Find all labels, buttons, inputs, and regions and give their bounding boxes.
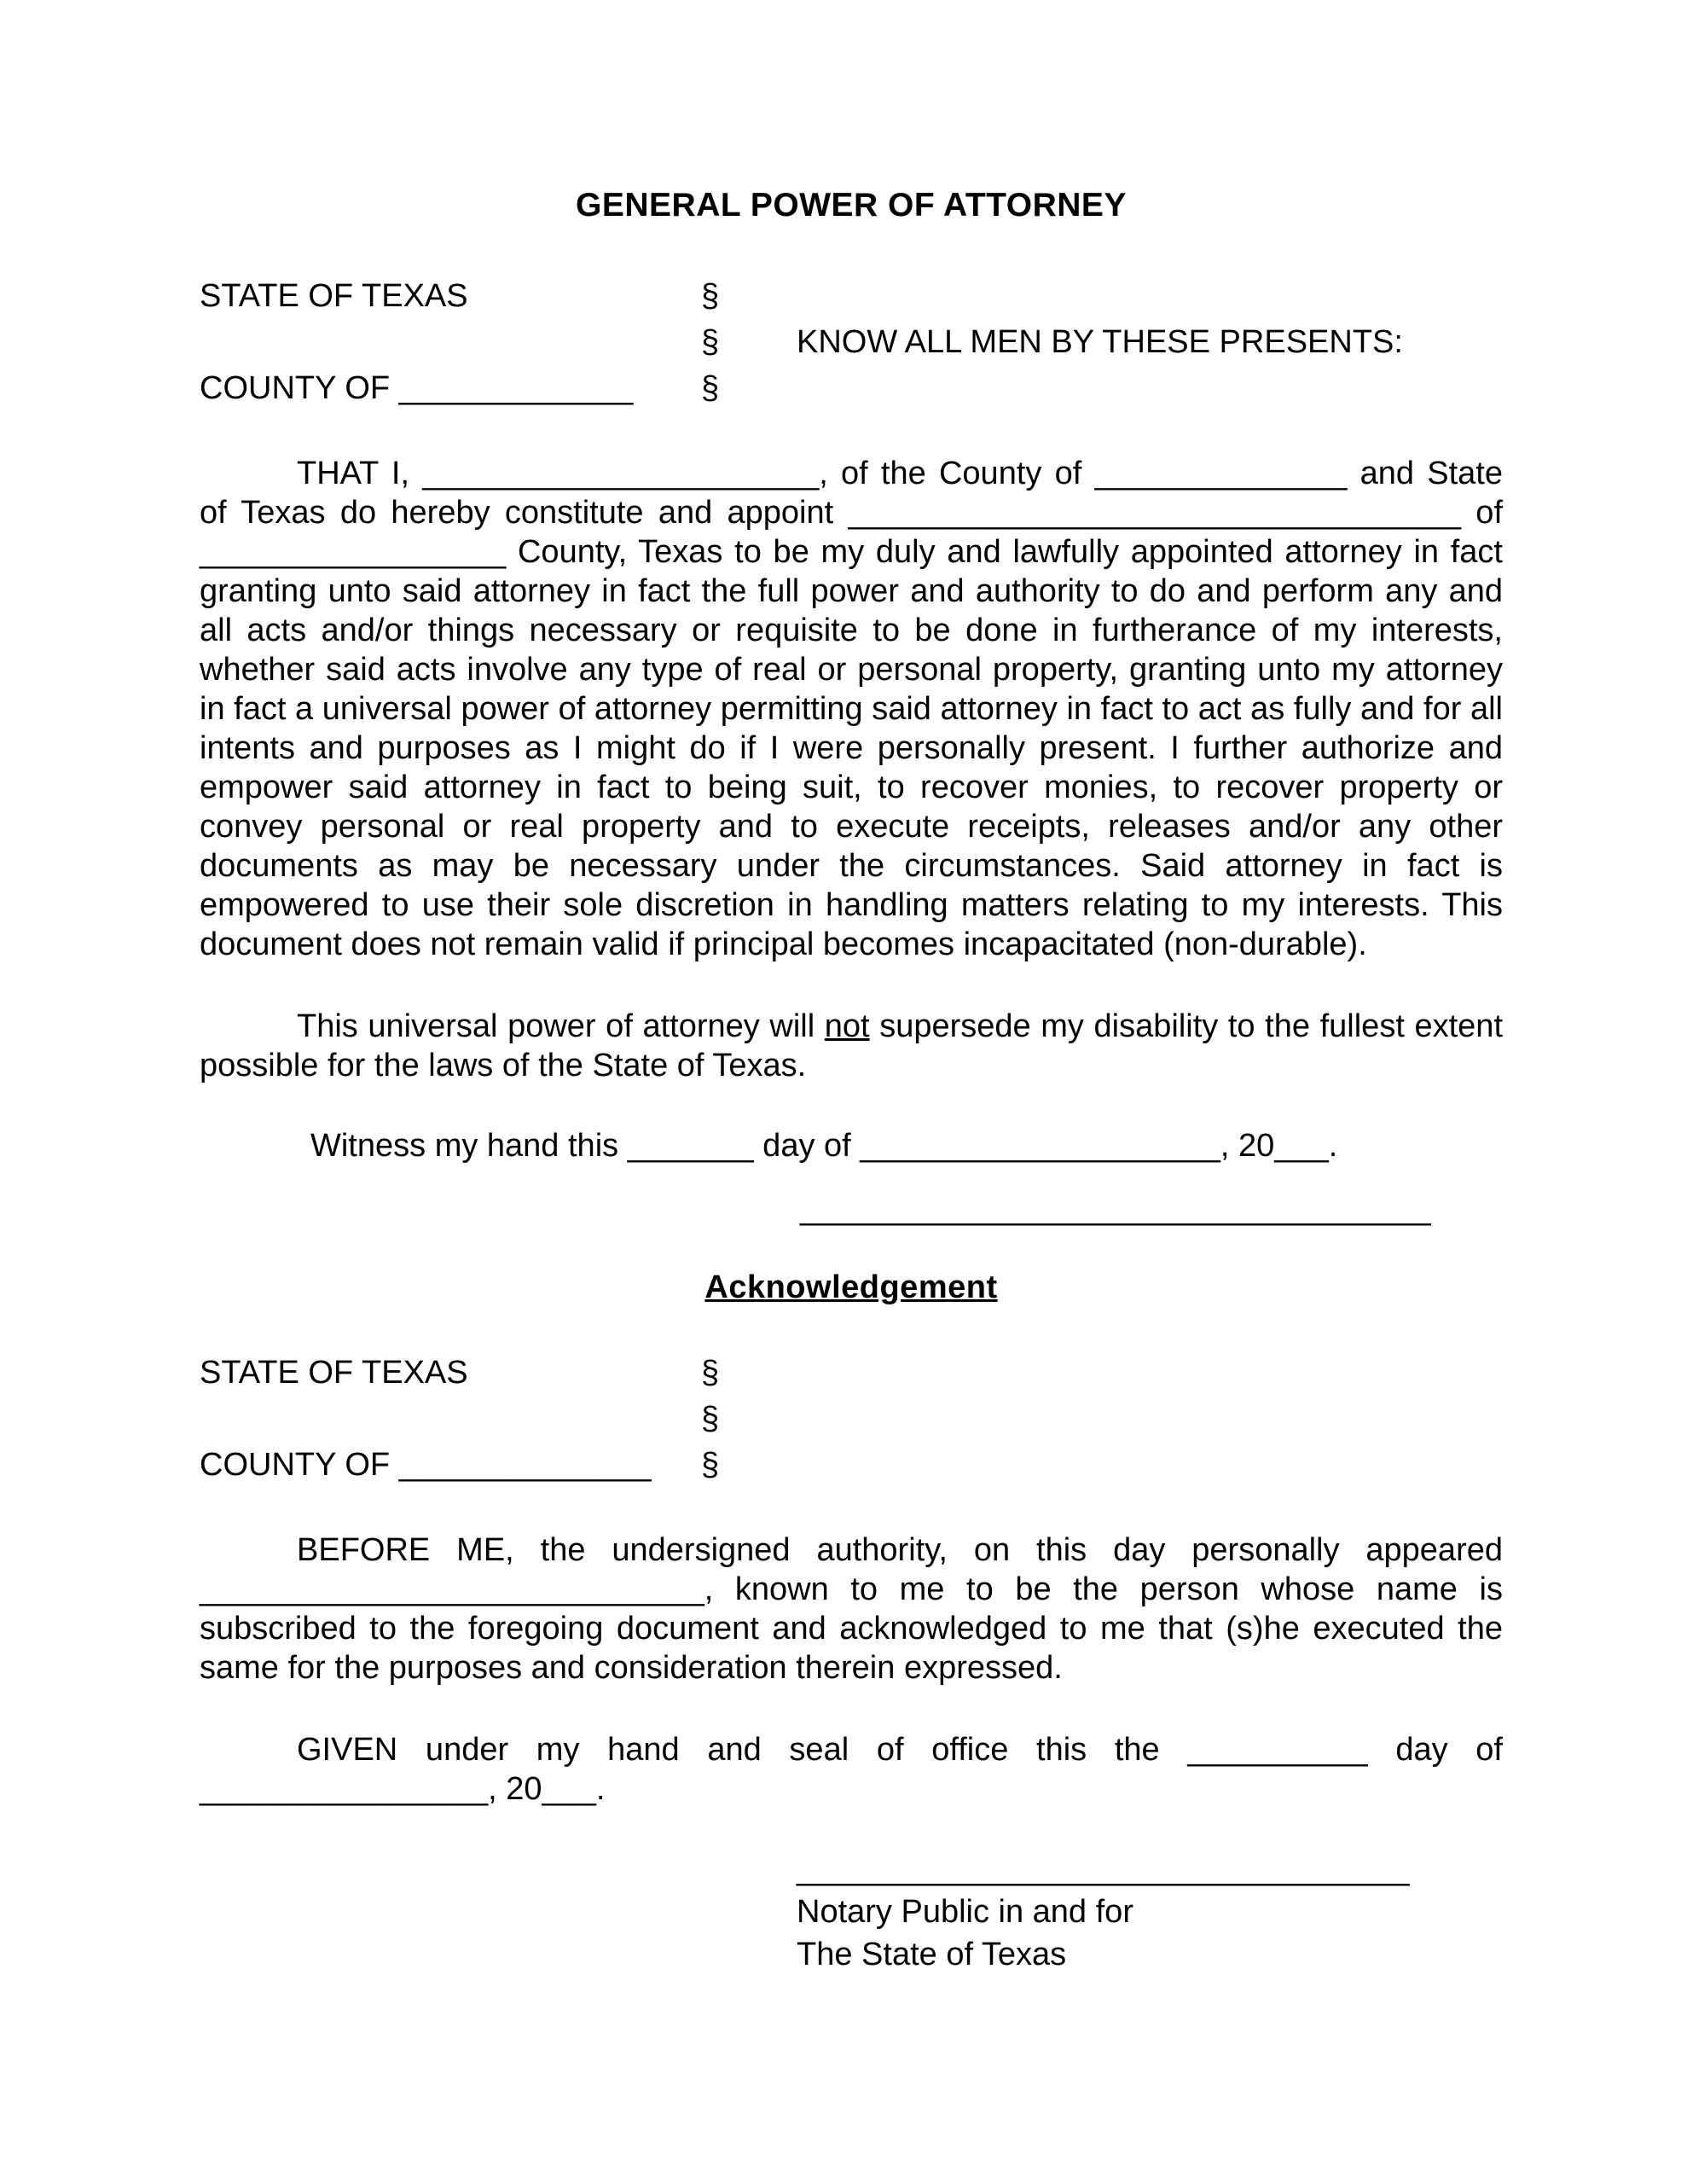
non-durable-emphasis: not (824, 1008, 870, 1044)
opening-venue-block (200, 273, 1503, 411)
non-durable-pre: This universal power of attorney will (297, 1008, 825, 1044)
document-title: GENERAL POWER OF ATTORNEY (576, 187, 1127, 224)
venue-row-state (200, 273, 1503, 319)
given-paragraph: GIVEN under my hand and seal of office this the __________ day of ________________, 20___. (200, 1732, 1503, 1807)
venue-row-county (200, 365, 1503, 411)
section-symbol: § (701, 1355, 720, 1391)
non-durable-paragraph (200, 1007, 1503, 1085)
notary-title-line-2: The State of Texas (797, 1937, 1067, 1972)
state-label: STATE OF TEXAS (200, 278, 468, 314)
venue-row-middle (200, 1396, 1503, 1442)
acknowledgement-venue-block (200, 1350, 1503, 1488)
section-symbol: § (701, 324, 720, 360)
presents-clause: KNOW ALL MEN BY THESE PRESENTS: (797, 324, 1403, 360)
acknowledgement-heading: Acknowledgement (704, 1269, 998, 1305)
witness-line: Witness my hand this _______ day of ____________________, 20___. (310, 1128, 1338, 1164)
grant-paragraph: THAT I, ______________________, of the County of ______________ and State of Texas do hereby constitute and appoint __________________________________ of _________________ County, Texas to be my duly and lawfully appointed attorney in fact granting unto said attorney in fact the full power and authority to do and perform any and all acts and/or things necessary or requisite to be done in furtherance of my interests, whether said acts involve any type of real or personal property, granting unto my attorney in fact a universal power of attorney permitting said attorney in fact to act as fully and for all intents and purposes as I might do if I were personally present. I further authorize and empower said attorney in fact to being suit, to recover monies, to recover property or convey personal or real property and to execute receipts, releases and/or any other documents as may be necessary under the circumstances. Said attorney in fact is empowered to use their sole discretion in handling matters relating to my interests. This document does not remain valid if principal becomes incapacitated (non-durable). (200, 456, 1503, 962)
venue-row-state (200, 1350, 1503, 1396)
notary-signature-line: __________________________________ (797, 1851, 1410, 1887)
state-label: STATE OF TEXAS (200, 1355, 468, 1391)
before-me-paragraph: BEFORE ME, the undersigned authority, on this day personally appeared ____________________________, known to me to be the person whose name is subscribed to the foregoing document and acknowledged to me that (s)he executed the same for the purposes and consideration therein expressed. (200, 1532, 1503, 1686)
section-symbol: § (701, 1447, 720, 1483)
principal-signature-line: ___________________________________ (800, 1191, 1431, 1227)
county-label-with-blank: COUNTY OF ______________ (200, 1447, 652, 1483)
county-label-with-blank: COUNTY OF _____________ (200, 370, 634, 406)
section-symbol: § (701, 370, 720, 406)
section-symbol: § (701, 1401, 720, 1437)
non-durable-post: supersede my disability to the fullest extent possible for the laws of the State of Texas. (200, 1008, 1503, 1083)
venue-row-presents (200, 319, 1503, 365)
venue-row-county (200, 1442, 1503, 1488)
notary-signature-block (797, 1848, 1503, 1976)
section-symbol: § (701, 278, 720, 314)
notary-title-line-1: Notary Public in and for (797, 1894, 1133, 1930)
